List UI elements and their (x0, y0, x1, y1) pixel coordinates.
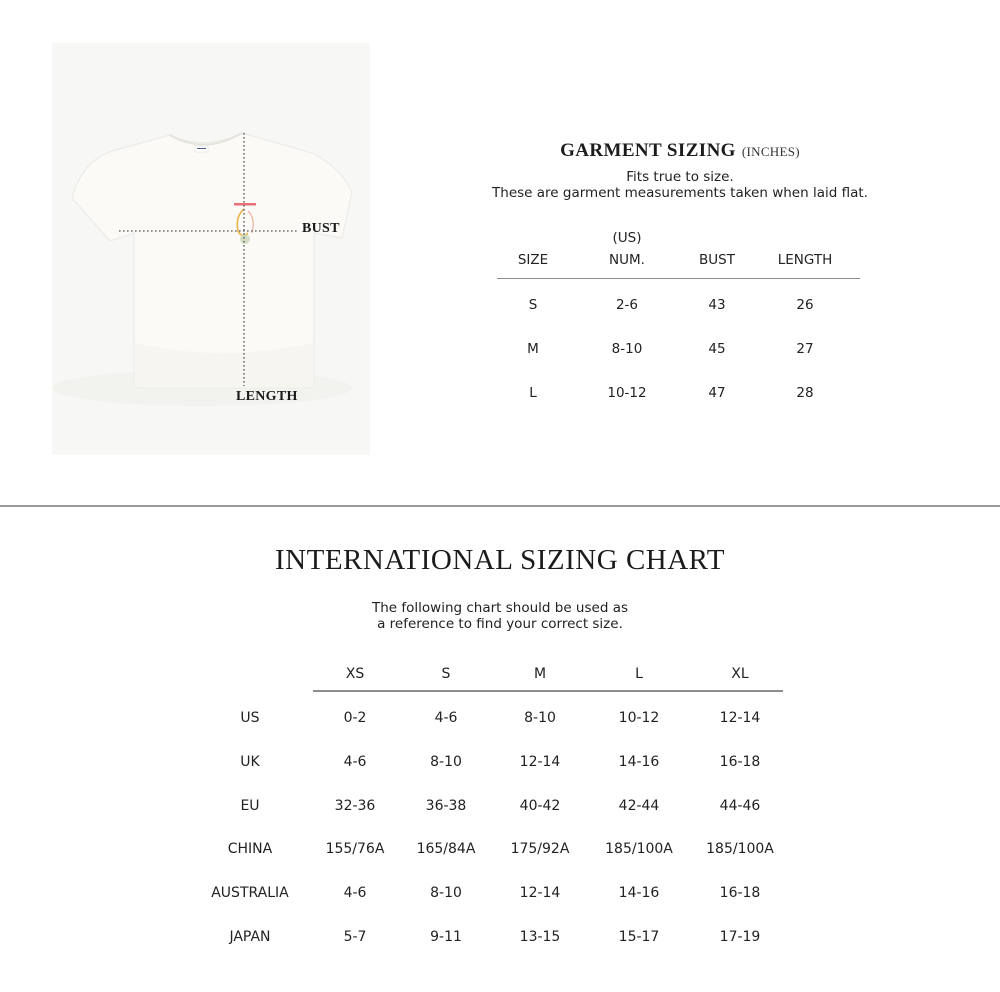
cell: 185/100A (605, 841, 673, 858)
garment-subtitle-line1: Fits true to size. (626, 169, 734, 185)
col-header-m: M (533, 666, 547, 682)
col-header-bust: BUST (699, 252, 735, 268)
cell: 8-10 (430, 885, 462, 902)
cell-us-num: 8-10 (611, 341, 643, 357)
table-row (200, 866, 800, 910)
cell-us-num: 10-12 (607, 385, 647, 401)
cell: 12-14 (719, 710, 761, 726)
bust-label: BUST (302, 221, 340, 236)
row-label: US (240, 710, 260, 726)
cell-length: 28 (796, 385, 814, 401)
cell-bust: 43 (708, 297, 726, 313)
cell: 14-16 (618, 753, 660, 770)
cell: 12-14 (519, 753, 561, 770)
garment-sizing-table (497, 228, 860, 411)
cell: 4-6 (343, 885, 367, 902)
col-header-us-num (587, 227, 667, 271)
garment-sizing-heading: GARMENT SIZING (560, 140, 736, 161)
garment-sizing-title (460, 140, 900, 162)
cell: 8-10 (430, 753, 462, 770)
cell: 42-44 (618, 797, 660, 814)
col-header-us-num-top: (US) (612, 230, 642, 246)
intl-subtitle-line2: a reference to find your correct size. (377, 616, 623, 632)
cell: 0-2 (343, 710, 367, 726)
garment-image-panel (52, 43, 370, 455)
col-header-xs: XS (345, 666, 365, 682)
table-row (200, 735, 800, 779)
garment-sizing-unit: (INCHES) (741, 144, 800, 159)
cell-us-num: 2-6 (615, 297, 639, 313)
cell-size: S (528, 297, 538, 313)
col-header-s: S (441, 666, 451, 682)
international-sizing-title: INTERNATIONAL SIZING CHART (275, 544, 725, 576)
col-header-size: SIZE (517, 252, 549, 268)
table-row (200, 779, 800, 823)
international-sizing-table (200, 660, 800, 954)
cell: 9-11 (430, 928, 462, 945)
row-label: UK (240, 753, 260, 770)
garment-table-header (497, 228, 860, 279)
cell: 14-16 (618, 885, 660, 902)
garment-sizing-subtitle (440, 169, 920, 201)
cell-length: 27 (796, 341, 814, 357)
cell-length: 26 (796, 297, 814, 313)
international-sizing-subtitle (300, 600, 700, 632)
cell: 10-12 (618, 710, 660, 726)
row-label: AUSTRALIA (211, 885, 289, 902)
col-header-length: LENGTH (777, 252, 833, 268)
garment-subtitle-line2: These are garment measurements taken when laid flat. (492, 185, 868, 201)
cell: 16-18 (719, 885, 761, 902)
length-label: LENGTH (236, 389, 298, 404)
intl-table-header (200, 660, 800, 691)
cell-size: L (529, 385, 537, 401)
cell: 4-6 (343, 753, 367, 770)
row-label: JAPAN (229, 928, 271, 945)
table-row (497, 367, 860, 411)
table-row (497, 323, 860, 367)
cell: 155/76A (325, 841, 385, 858)
intl-subtitle-line1: The following chart should be used as (371, 600, 628, 616)
cell: 4-6 (434, 710, 458, 726)
cell: 175/92A (510, 841, 570, 858)
cell: 36-38 (425, 797, 467, 814)
table-row (200, 910, 800, 954)
cell: 40-42 (519, 797, 561, 814)
cell-bust: 45 (708, 341, 726, 357)
cell: 185/100A (706, 841, 774, 858)
cell: 165/84A (416, 841, 476, 858)
cell: 12-14 (519, 885, 561, 902)
tshirt-illustration (52, 43, 370, 455)
table-row (200, 691, 800, 735)
cell-size: M (527, 341, 539, 357)
col-header-xl: XL (731, 666, 749, 682)
section-divider (0, 505, 1000, 507)
col-header-us-num-bottom: NUM. (609, 252, 645, 268)
cell: 17-19 (719, 928, 761, 945)
col-header-l: L (635, 666, 643, 682)
cell: 16-18 (719, 753, 761, 770)
cell: 5-7 (343, 928, 367, 945)
row-label: CHINA (227, 841, 273, 858)
row-label: EU (240, 797, 260, 814)
cell: 44-46 (719, 797, 761, 814)
cell: 8-10 (524, 710, 556, 726)
table-row (497, 279, 860, 323)
cell: 32-36 (334, 797, 376, 814)
cell: 15-17 (618, 928, 660, 945)
cell-bust: 47 (708, 385, 726, 401)
cell: 13-15 (519, 928, 561, 945)
table-row (200, 822, 800, 866)
